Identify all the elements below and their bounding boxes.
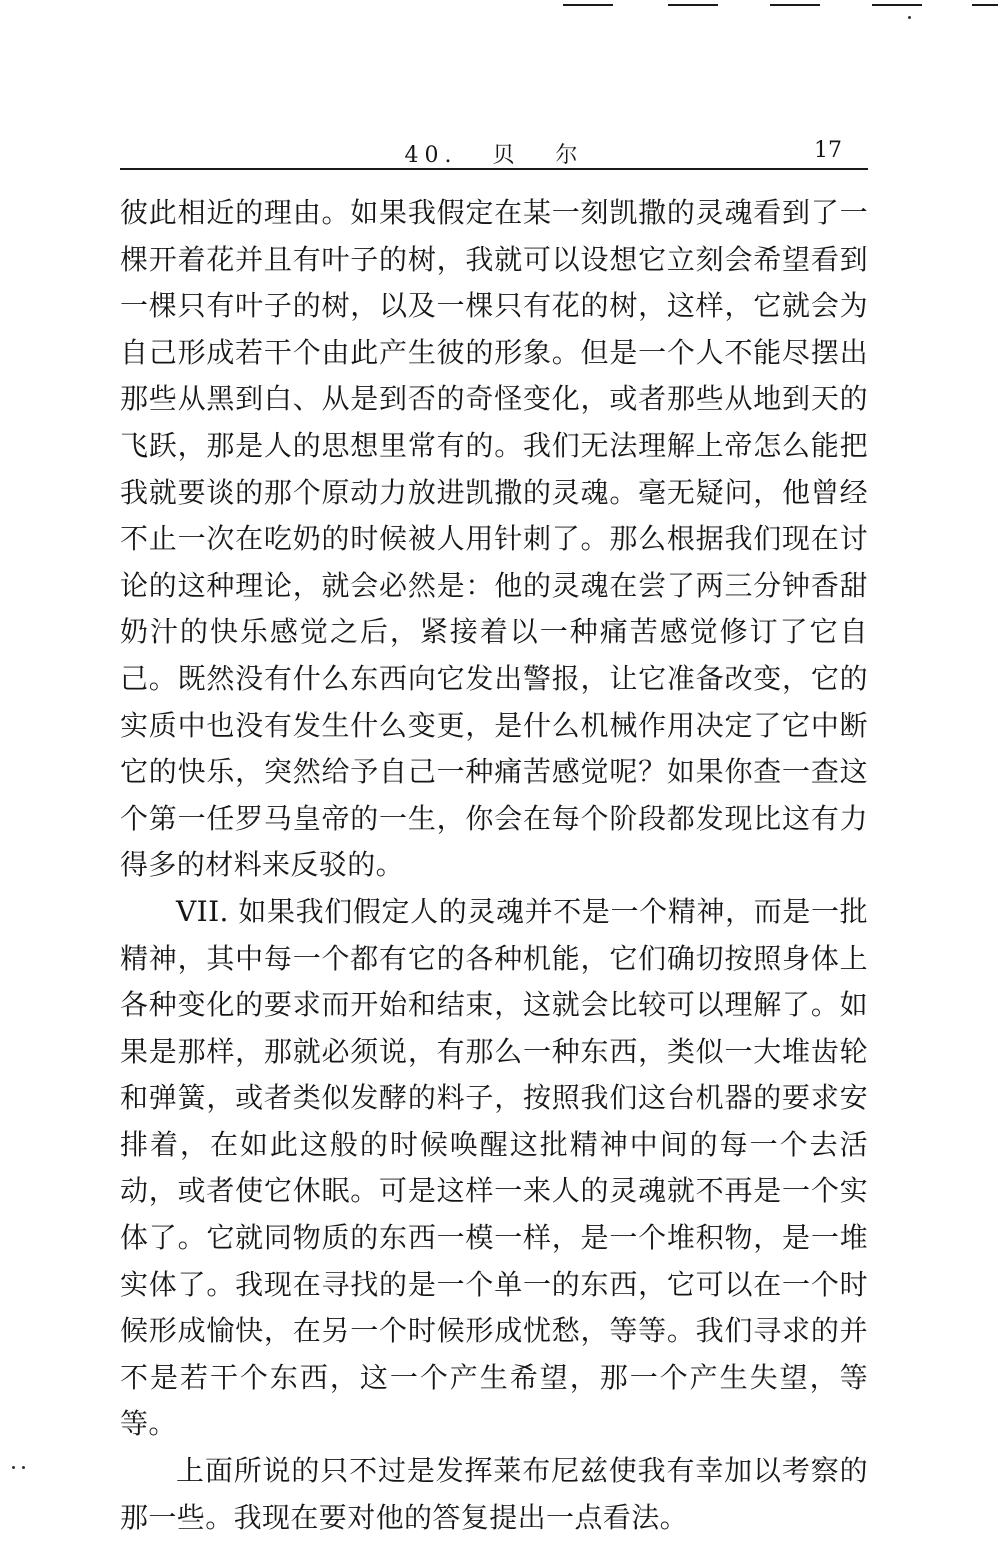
paragraph-section-vii: VII. 如果我们假定人的灵魂并不是一个精神，而是一批精神，其中每一个都有它的各种机能，它们确切按照身体上各种变化的要求而开始和结束，这就会比较可以理解了。如果是那样，那就必须说，有那么一种东西，类似一大堆齿轮和弹簧，或者类似发酵的料子，按照我们这台机器的要求安排着，在如此这般的时候唤醒这批精神中间的每一个去活动，或者使它休眠。可是这样一来人的灵魂就不再是一个实体了。它就同物质的东西一模一样，是一个堆积物，是一堆实体了。我现在寻找的是一个单一的东西，它可以在一个时候形成愉快，在另一个时候形成忧愁，等等。我们寻求的并不是若干个东西，这一个产生希望，那一个产生失望，等等。 [120,894,868,1441]
running-head-title: 40. 贝 尔 [404,143,584,168]
scan-artifact-dot [22,1466,25,1469]
scan-artifact-dot [908,16,911,19]
scan-artifact-dot [12,1466,15,1469]
scan-artifact-line [563,4,613,6]
body-text [120,190,868,1541]
scan-artifact-line [872,4,922,6]
scan-artifact-line [972,4,998,6]
page-number: 17 [814,138,842,163]
scan-artifact-line [770,4,820,6]
running-head [120,130,868,174]
paragraph-continued: 彼此相近的理由。如果我假定在某一刻凯撒的灵魂看到了一棵开着花并且有叶子的树，我就可以设想它立刻会希望看到一棵只有叶子的树，以及一棵只有花的树，这样，它就会为自己形成若干个由此产生彼的形象。但是一个人不能尽摆出那些从黑到白、从是到否的奇怪变化，或者那些从地到天的飞跃，那是人的思想里常有的。我们无法理解上帝怎么能把我就要谈的那个原动力放进凯撒的灵魂。毫无疑问，他曾经不止一次在吃奶的时候被人用针刺了。那么根据我们现在讨论的这种理论，就会必然是：他的灵魂在尝了两三分钟香甜奶汁的快乐感觉之后，紧接着以一种痛苦感觉修订了它自己。既然没有什么东西向它发出警报，让它准备改变，它的实质中也没有发生什么变更，是什么机械作用决定了它中断它的快乐，突然给予自己一种痛苦感觉呢？如果你查一查这个第一任罗马皇帝的一生，你会在每个阶段都发现比这有力得多的材料来反驳的。 [120,196,868,882]
scan-artifact-line [668,4,718,6]
paragraph-closing: 上面所说的只不过是发挥莱布尼兹使我有幸加以考察的那一些。我现在要对他的答复提出一点看法。 [120,1454,868,1534]
header-rule [120,168,868,170]
